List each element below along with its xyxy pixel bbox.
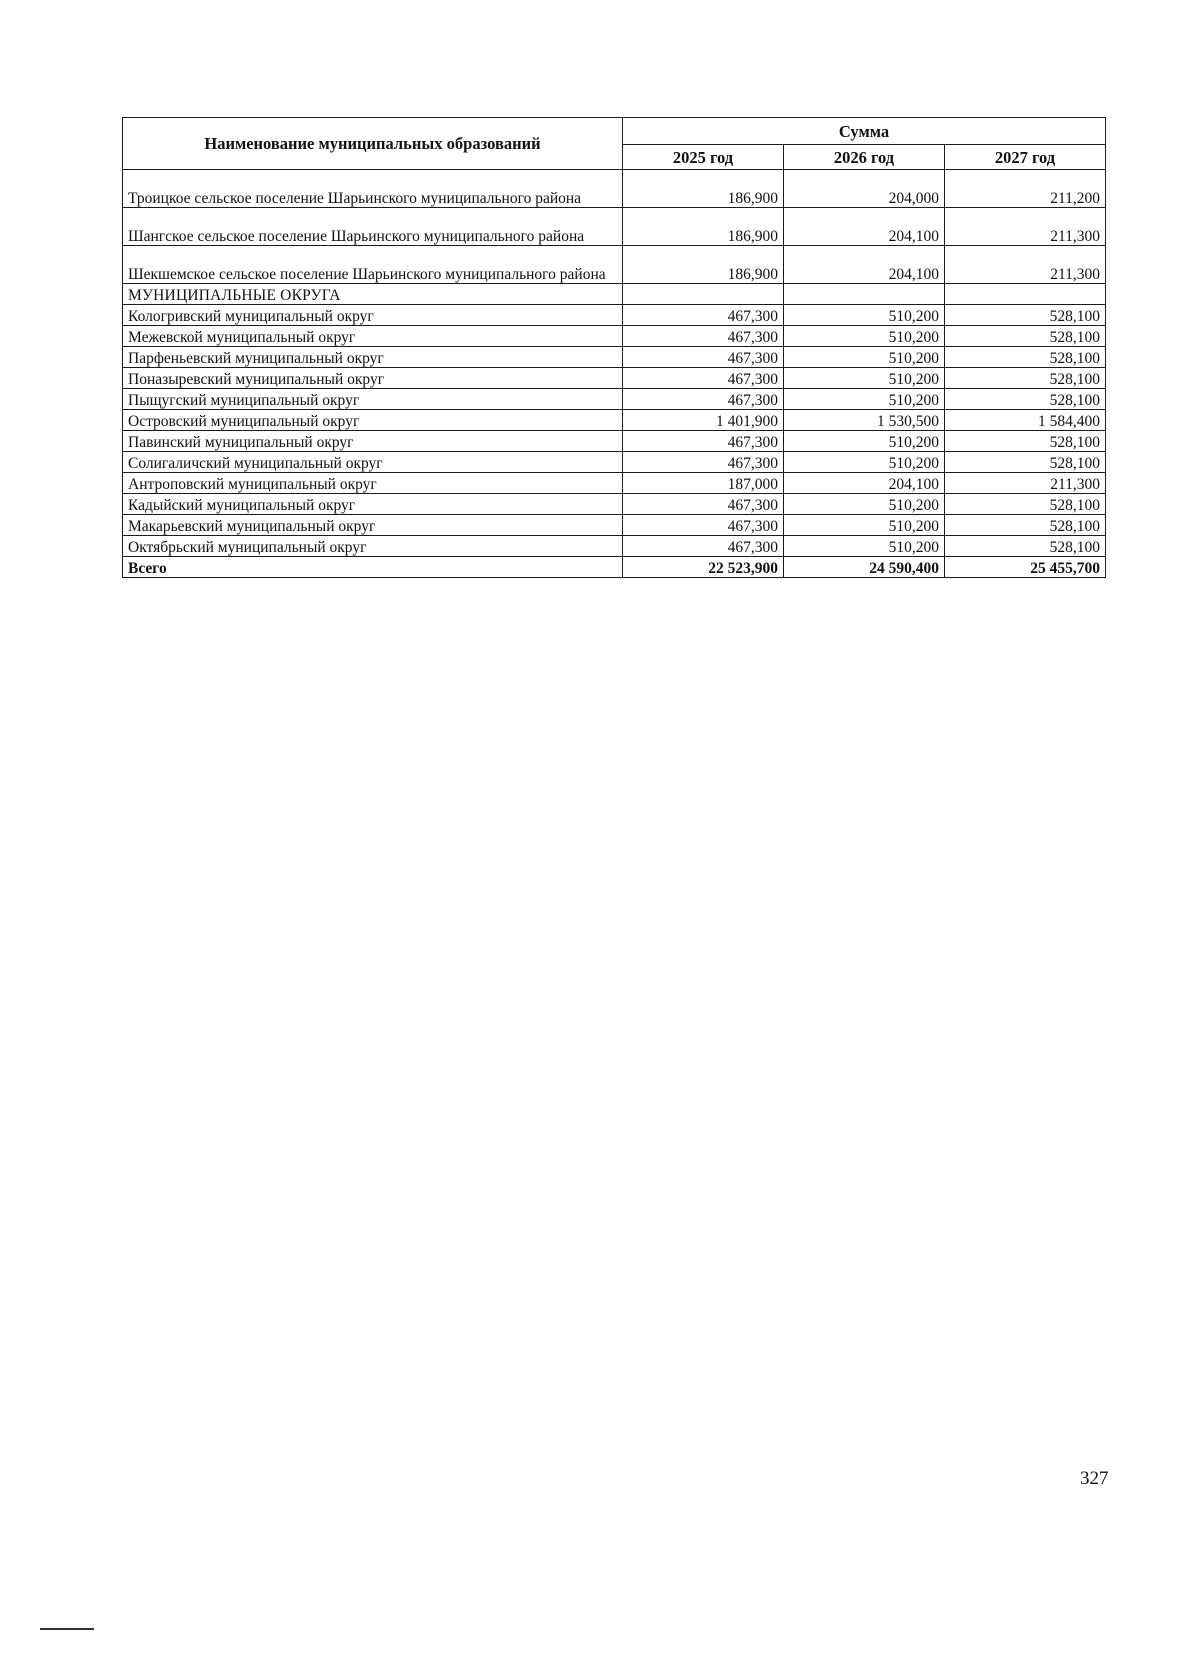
row-value-2027: 528,100 <box>945 305 1106 326</box>
table-header <box>123 118 1106 170</box>
row-name: Поназыревский муниципальный округ <box>123 368 623 389</box>
row-value-2025: 467,300 <box>623 326 784 347</box>
row-name: Кадыйский муниципальный округ <box>123 494 623 515</box>
header-year-2026: 2026 год <box>784 145 945 170</box>
header-name-column: Наименование муниципальных образований <box>123 118 623 170</box>
table-row <box>123 431 1106 452</box>
row-value-2026: 510,200 <box>784 368 945 389</box>
row-value-2027: 528,100 <box>945 368 1106 389</box>
table-row <box>123 389 1106 410</box>
row-value-2026: 510,200 <box>784 452 945 473</box>
row-value-2025: 186,900 <box>623 208 784 246</box>
row-value-2027: 1 584,400 <box>945 410 1106 431</box>
row-value-2027: 528,100 <box>945 326 1106 347</box>
row-value-2026: 510,200 <box>784 494 945 515</box>
row-name: Шекшемское сельское поселение Шарьинского муниципального района <box>123 246 623 284</box>
row-name: Шангское сельское поселение Шарьинского муниципального района <box>123 208 623 246</box>
table-row <box>123 410 1106 431</box>
table-row <box>123 326 1106 347</box>
table-row <box>123 170 1106 208</box>
row-value-2027: 528,100 <box>945 536 1106 557</box>
row-value-2026: 510,200 <box>784 347 945 368</box>
row-value-2027: 528,100 <box>945 347 1106 368</box>
row-value-2025: 467,300 <box>623 536 784 557</box>
row-value-2025: 467,300 <box>623 305 784 326</box>
row-value-2027: 211,200 <box>945 170 1106 208</box>
row-value-2026: 204,000 <box>784 170 945 208</box>
total-row <box>123 557 1106 578</box>
row-value-2027: 528,100 <box>945 389 1106 410</box>
row-value-2025: 186,900 <box>623 246 784 284</box>
row-value-2026: 510,200 <box>784 389 945 410</box>
section-title: МУНИЦИПАЛЬНЫЕ ОКРУГА <box>123 284 623 305</box>
page-number: 327 <box>1080 1468 1109 1489</box>
header-year-2027: 2027 год <box>945 145 1106 170</box>
row-value-2026: 510,200 <box>784 515 945 536</box>
table-row <box>123 473 1106 494</box>
row-value-2026: 510,200 <box>784 536 945 557</box>
total-value-2027: 25 455,700 <box>945 557 1106 578</box>
table-row <box>123 452 1106 473</box>
total-value-2025: 22 523,900 <box>623 557 784 578</box>
section-row-municipal-districts <box>123 284 1106 305</box>
row-value-2026: 510,200 <box>784 431 945 452</box>
row-value-2027: 528,100 <box>945 431 1106 452</box>
row-name: Островский муниципальный округ <box>123 410 623 431</box>
row-name: Троицкое сельское поселение Шарьинского муниципального района <box>123 170 623 208</box>
header-sum-group: Сумма <box>623 118 1106 145</box>
table-row <box>123 208 1106 246</box>
row-value-2025: 187,000 <box>623 473 784 494</box>
row-name: Павинский муниципальный округ <box>123 431 623 452</box>
table-row <box>123 515 1106 536</box>
row-value-2025: 467,300 <box>623 494 784 515</box>
budget-table <box>122 117 1106 578</box>
row-value-2027: 528,100 <box>945 452 1106 473</box>
table-row <box>123 347 1106 368</box>
table-row <box>123 536 1106 557</box>
row-name: Кологривский муниципальный округ <box>123 305 623 326</box>
row-value-2027: 211,300 <box>945 246 1106 284</box>
row-name: Октябрьский муниципальный округ <box>123 536 623 557</box>
row-value-2025: 467,300 <box>623 452 784 473</box>
row-name: Антроповский муниципальный округ <box>123 473 623 494</box>
row-value-2025: 467,300 <box>623 347 784 368</box>
row-value-2025 <box>623 284 784 305</box>
row-value-2025: 186,900 <box>623 170 784 208</box>
table-row <box>123 305 1106 326</box>
row-value-2026: 204,100 <box>784 246 945 284</box>
row-name: Межевской муниципальный округ <box>123 326 623 347</box>
row-value-2025: 467,300 <box>623 515 784 536</box>
row-value-2026: 510,200 <box>784 326 945 347</box>
row-value-2025: 467,300 <box>623 368 784 389</box>
row-value-2027: 211,300 <box>945 208 1106 246</box>
table-row <box>123 246 1106 284</box>
row-value-2025: 467,300 <box>623 431 784 452</box>
table-row <box>123 494 1106 515</box>
row-value-2026: 510,200 <box>784 305 945 326</box>
row-value-2027: 528,100 <box>945 494 1106 515</box>
row-value-2025: 1 401,900 <box>623 410 784 431</box>
header-year-2025: 2025 год <box>623 145 784 170</box>
row-name: Макарьевский муниципальный округ <box>123 515 623 536</box>
row-value-2026 <box>784 284 945 305</box>
row-value-2027 <box>945 284 1106 305</box>
scan-mark <box>40 1628 94 1630</box>
table-row <box>123 368 1106 389</box>
row-value-2025: 467,300 <box>623 389 784 410</box>
row-value-2027: 528,100 <box>945 515 1106 536</box>
row-value-2027: 211,300 <box>945 473 1106 494</box>
table-body <box>123 170 1106 578</box>
total-value-2026: 24 590,400 <box>784 557 945 578</box>
row-name: Солигаличский муниципальный округ <box>123 452 623 473</box>
row-value-2026: 204,100 <box>784 473 945 494</box>
row-value-2026: 204,100 <box>784 208 945 246</box>
row-value-2026: 1 530,500 <box>784 410 945 431</box>
row-name: Парфеньевский муниципальный округ <box>123 347 623 368</box>
total-label: Всего <box>123 557 623 578</box>
row-name: Пыщугский муниципальный округ <box>123 389 623 410</box>
